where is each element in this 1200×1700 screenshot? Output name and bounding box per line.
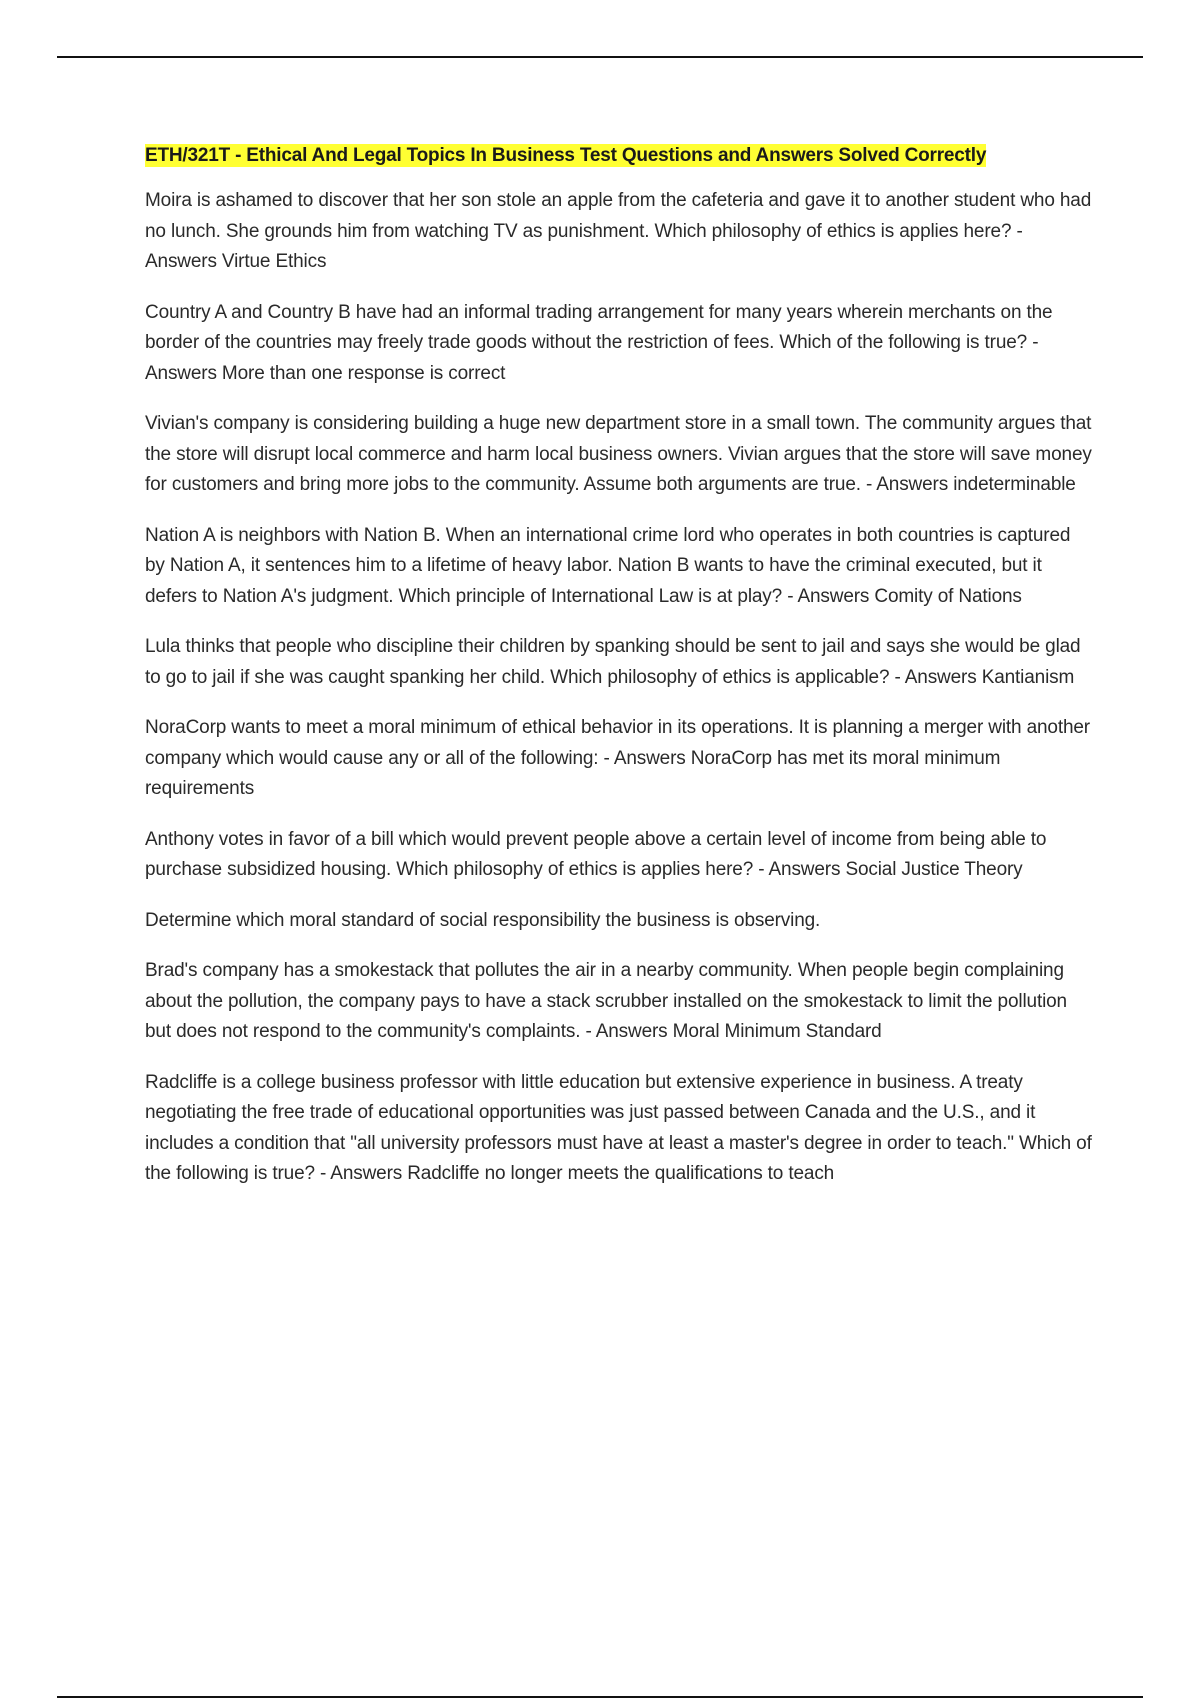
question-answer-6: NoraCorp wants to meet a moral minimum of ethical behavior in its operations. It is planning a merger with another company which would cause any or all of the following: - Answers NoraCorp has met its moral minimum requirements <box>145 717 1090 799</box>
question-answer-9: Radcliffe is a college business professor with little education but extensive experience in business. A treaty negotiating the free trade of educational opportunities was just passed between Canada and the U.S., and it includes a condition that "all university professors must have at least a master's degree in order to teach." Which of the following is true? - Answers Radcliffe no longer meets the qualifications to teach <box>145 1071 1092 1184</box>
footer-rule <box>57 1696 1143 1698</box>
question-answer-1: Moira is ashamed to discover that her son stole an apple from the cafeteria and gave it to another student who had no lunch. She grounds him from watching TV as punishment. Which philosophy of ethics is applies here? - Answers Virtue Ethics <box>145 190 1092 272</box>
instruction-paragraph: Determine which moral standard of social responsibility the business is observing. <box>145 909 821 931</box>
question-answer-5: Lula thinks that people who discipline their children by spanking should be sent to jail and says she would be glad to go to jail if she was caught spanking her child. Which philosophy of ethics is applicable? - Answers Kantianism <box>145 636 1081 688</box>
question-answer-7: Anthony votes in favor of a bill which would prevent people above a certain level of income from being able to purchase subsidized housing. Which philosophy of ethics is applies here? - Answers Social Justice Theory <box>145 828 1047 880</box>
question-answer-4: Nation A is neighbors with Nation B. When an international crime lord who operates in both countries is captured by Nation A, it sentences him to a lifetime of heavy labor. Nation B wants to have the criminal executed, but it defers to Nation A's judgment. Which principle of International Law is at play? - Answers Comity of Nations <box>145 524 1071 607</box>
question-answer-8: Brad's company has a smokestack that pollutes the air in a nearby community. When people begin complaining about the pollution, the company pays to have a stack scrubber installed on the smokestack to limit the pollution but does not respond to the community's complaints. - Answers Moral Minimum Standard <box>145 960 1067 1042</box>
question-answer-2: Country A and Country B have had an informal trading arrangement for many years wherein merchants on the border of the countries may freely trade goods without the restriction of fees. Which of the following is true? - Answers More than one response is correct <box>145 301 1053 384</box>
header-rule <box>57 56 1143 58</box>
document-body <box>145 144 1093 1210</box>
highlighted-title-text: ETH/321T - Ethical And Legal Topics In Business Test Questions and Answers Solved Correctly <box>145 145 987 166</box>
question-answer-3: Vivian's company is considering building a huge new department store in a small town. The community argues that the store will disrupt local commerce and harm local business owners. Vivian argues that the store will save money for customers and bring more jobs to the community. Assume both arguments are true. - Answers indeterminable <box>145 413 1092 495</box>
document-title <box>145 144 1093 168</box>
